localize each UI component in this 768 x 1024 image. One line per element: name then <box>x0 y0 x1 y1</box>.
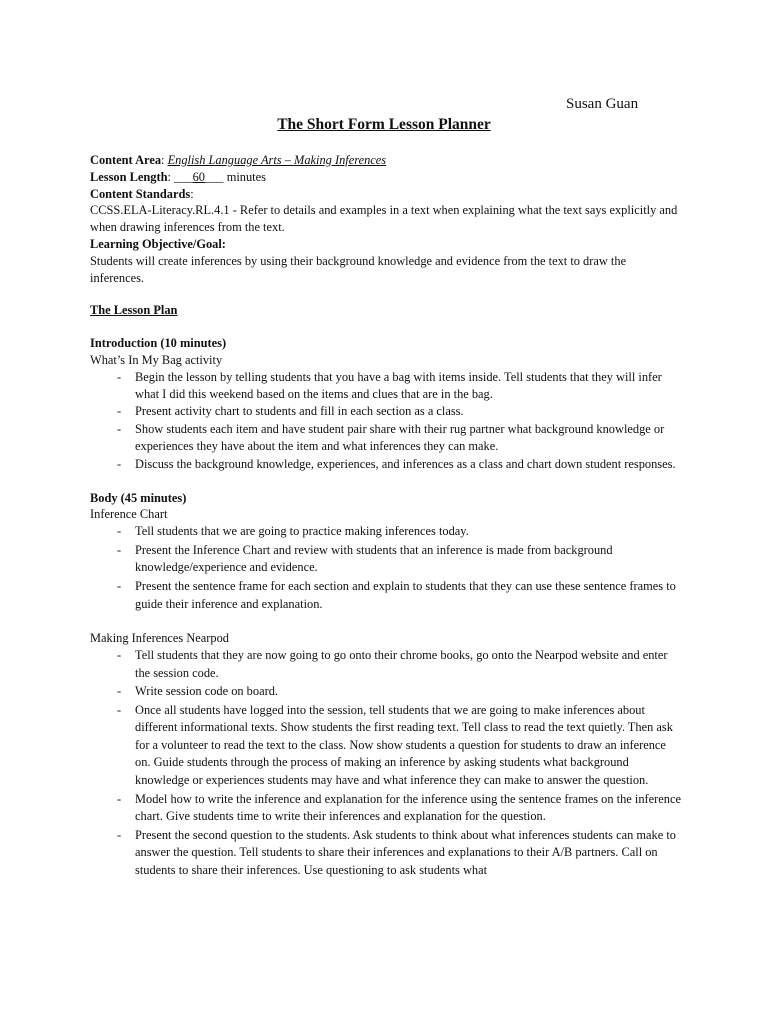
list-item-text: Write session code on board. <box>135 684 278 699</box>
spacer <box>90 474 682 490</box>
list-item <box>90 827 682 880</box>
content-standards-value: CCSS.ELA-Literacy.RL.4.1 - Refer to details and examples in a text when explaining what the text says explicitly and when drawing inferences from the text. <box>90 203 678 235</box>
bullet-dash: - <box>117 369 122 384</box>
body-heading: Body (45 minutes) <box>90 490 187 505</box>
intro-activity: What’s In My Bag activity <box>90 352 223 367</box>
nearpod-bullet-list <box>90 647 682 880</box>
list-item <box>90 791 682 826</box>
author-name: Susan Guan <box>566 96 639 112</box>
lesson-length-sep: : <box>167 169 175 184</box>
list-item-text: Tell students that they are now going to go onto their chrome books, go onto the Nearpod website and enter the session code. <box>135 647 668 680</box>
list-item <box>90 542 682 577</box>
bullet-dash: - <box>117 404 122 419</box>
content-area-label: Content Area <box>90 153 162 167</box>
bullet-dash: - <box>117 702 122 717</box>
list-item-text: Discuss the background knowledge, experiences, and inferences as a class and chart down student responses. <box>135 456 676 471</box>
list-item <box>90 369 682 403</box>
list-item <box>90 683 682 701</box>
content-area-value: English Language Arts – Making Inferences <box>167 153 387 167</box>
document-title: The Short Form Lesson Planner <box>277 116 491 133</box>
list-item-text: Model how to write the inference and explanation for the inference using the sentence frames on the inference chart. Give students time to write their inferences and explanation for the question. <box>135 791 681 824</box>
list-item-text: Present activity chart to students and fill in each section as a class. <box>135 404 464 419</box>
nearpod-activity: Making Inferences Nearpod <box>90 631 229 646</box>
content-standards-line <box>90 186 682 203</box>
list-item <box>90 403 682 420</box>
lesson-length-blank-pre: ___ <box>174 169 193 184</box>
objective-label: Learning Objective/Goal: <box>90 236 226 251</box>
bullet-dash: - <box>117 791 122 806</box>
lesson-plan-heading: The Lesson Plan <box>90 303 178 318</box>
body-bullet-list <box>90 523 682 613</box>
body-activity: Inference Chart <box>90 507 168 522</box>
spacer <box>90 319 682 335</box>
spacer <box>90 614 682 630</box>
lesson-length-blank-post: ___ <box>205 169 224 184</box>
list-item-text: Tell students that we are going to practice making inferences today. <box>135 524 469 539</box>
objective-value: Students will create inferences by using their background knowledge and evidence from the text to draw the inferences. <box>90 253 627 285</box>
lesson-length-value: 60 <box>192 169 205 184</box>
intro-heading: Introduction (10 minutes) <box>90 336 227 351</box>
content-standards-sep: : <box>190 186 194 201</box>
bullet-dash: - <box>117 456 122 471</box>
list-item-text: Present the second question to the students. Ask students to think about what inferences students can make to answer the question. Tell students to share their inferences and explanations to their A/B partners. Call on students to share their inferences. Use questioning to ask students what <box>135 827 676 878</box>
content-area-line <box>90 152 682 169</box>
bullet-dash: - <box>117 647 122 662</box>
spacer <box>90 286 682 302</box>
bullet-dash: - <box>117 827 122 842</box>
list-item <box>90 578 682 613</box>
list-item <box>90 421 682 455</box>
list-item-text: Present the sentence frame for each section and explain to students that they can use these sentence frames to guide their inference and explanation. <box>135 578 676 611</box>
document-body <box>90 152 682 881</box>
bullet-dash: - <box>117 578 122 593</box>
list-item <box>90 702 682 790</box>
bullet-dash: - <box>117 684 122 699</box>
list-item <box>90 647 682 682</box>
lesson-length-label: Lesson Length <box>90 169 168 184</box>
list-item-text: Show students each item and have student pair share with their rug partner what background knowledge or experiences they have about the item and what inferences they can make. <box>135 422 665 453</box>
lesson-length-unit: minutes <box>223 169 266 184</box>
list-item <box>90 456 682 473</box>
list-item-text: Once all students have logged into the session, tell students that we are going to make inferences about different informational texts. Show students the first reading text. Tell class to read the text quietly. Then ask for a volunteer to read the text to the class. Now show students a question for students to draw an inference on. Guide students through the process of making an inference by asking students what background knowledge or experiences students may have and what inference they can make to answer the question. <box>135 702 673 788</box>
list-item <box>90 523 682 541</box>
list-item-text: Begin the lesson by telling students that you have a bag with items inside. Tell students that they will infer what I did this weekend based on the items and clues that are in the bag. <box>135 369 662 401</box>
lesson-length-line <box>90 169 682 186</box>
list-item-text: Present the Inference Chart and review with students that an inference is made from background knowledge/experience and evidence. <box>135 542 613 575</box>
content-standards-label: Content Standards <box>90 186 191 201</box>
bullet-dash: - <box>117 524 122 539</box>
intro-bullet-list <box>90 369 682 473</box>
content-area-sep: : <box>161 153 168 167</box>
bullet-dash: - <box>117 422 122 437</box>
bullet-dash: - <box>117 542 122 557</box>
